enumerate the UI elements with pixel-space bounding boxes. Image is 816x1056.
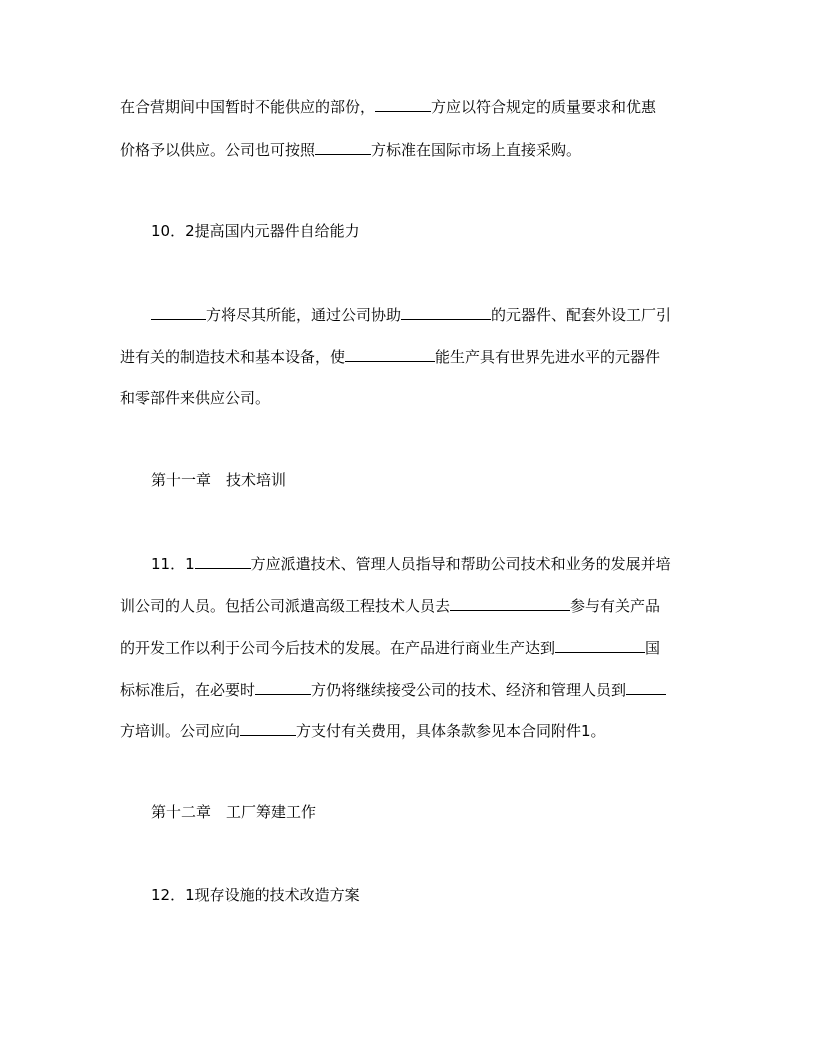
fill-blank [375, 96, 431, 112]
text-run: 能生产具有世界先进水平的元器件 [435, 348, 661, 366]
paragraph-line [120, 346, 660, 367]
text-run: 标标准后，在必要时 [120, 681, 256, 699]
chapter-heading: 第十一章 技术培训 [151, 471, 287, 489]
text-run: 方支付有关费用，具体条款参见本合同附件1。 [296, 722, 606, 740]
text-run: 的元器件、配套外设工厂引 [491, 306, 672, 324]
chapter-heading: 第十二章 工厂筹建工作 [151, 803, 317, 821]
paragraph-line [120, 637, 660, 658]
text-run: 方应以符合规定的质量要求和优惠 [431, 98, 657, 116]
section-heading: 12．1现存设施的技术改造方案 [151, 886, 360, 904]
text-run: 方标准在国际市场上直接采购。 [371, 141, 582, 159]
fill-blank [151, 304, 206, 320]
fill-blank [626, 679, 666, 695]
text-run: 进有关的制造技术和基本设备，使 [120, 348, 346, 366]
fill-blank [555, 637, 645, 653]
paragraph-line: 和零部件来供应公司。 [120, 389, 271, 407]
text-run: 参与有关产品 [570, 597, 661, 615]
text-run: 价格予以供应。公司也可按照 [120, 141, 316, 159]
text-run: 方仍将继续接受公司的技术、经济和管理人员到 [311, 681, 627, 699]
fill-blank [401, 304, 491, 320]
text-run: 的开发工作以利于公司今后技术的发展。在产品进行商业生产达到 [120, 639, 556, 657]
text-run: 训公司的人员。包括公司派遣高级工程技术人员去 [120, 597, 451, 615]
paragraph-line [120, 595, 660, 616]
text-run: 方将尽其所能，通过公司协助 [206, 306, 402, 324]
paragraph-line [151, 304, 671, 325]
section-heading: 10．2提高国内元器件自给能力 [151, 222, 360, 240]
paragraph-line [120, 139, 581, 160]
fill-blank [240, 720, 296, 736]
fill-blank [195, 553, 251, 569]
paragraph-line [120, 720, 606, 741]
paragraph-line [151, 553, 671, 574]
fill-blank [345, 346, 435, 362]
fill-blank [255, 679, 311, 695]
fill-blank [315, 139, 371, 155]
paragraph-line [120, 679, 666, 700]
paragraph-line [120, 96, 656, 117]
text-run: 方培训。公司应向 [120, 722, 241, 740]
text-run: 国 [645, 639, 661, 657]
fill-blank [450, 595, 570, 611]
text-run: 在合营期间中国暂时不能供应的部份， [120, 98, 376, 116]
text-run: 方应派遣技术、管理人员指导和帮助公司技术和业务的发展并培 [250, 555, 671, 573]
text-run: 11．1 [151, 555, 195, 573]
